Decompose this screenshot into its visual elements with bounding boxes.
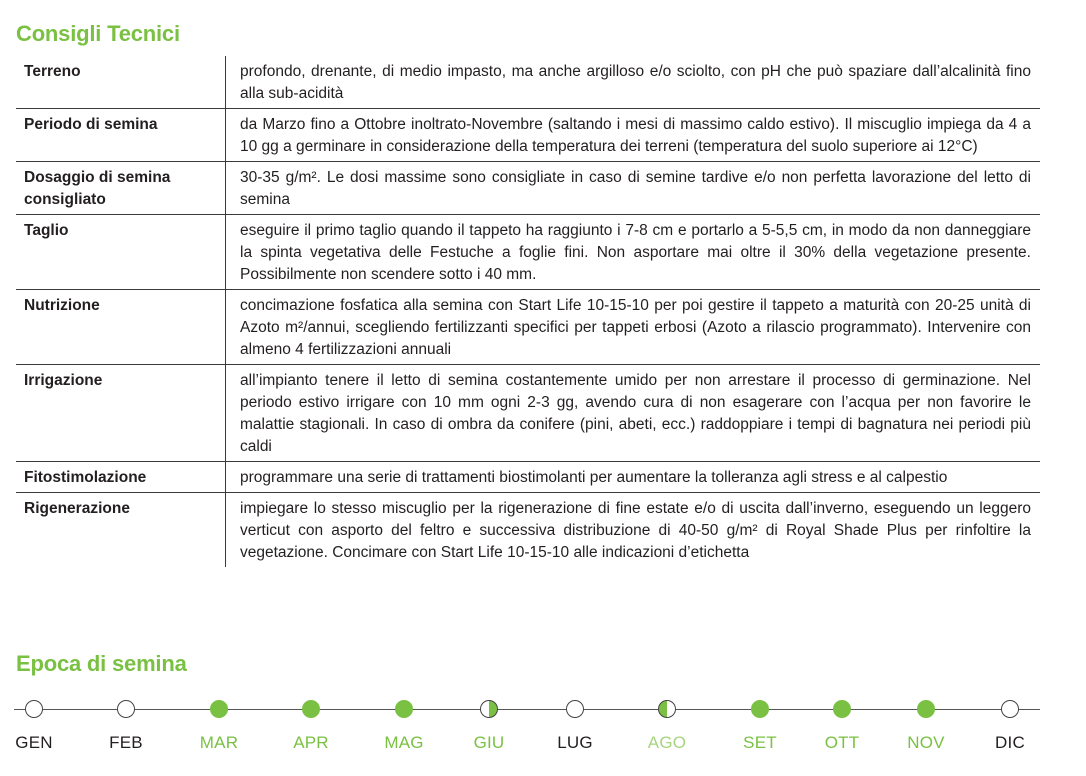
table-row (16, 56, 1040, 109)
section-title-consigli-tecnici: Consigli Tecnici (16, 21, 180, 46)
month-mar (189, 690, 249, 753)
month-label: AGO (647, 733, 687, 752)
month-circle-icon (751, 700, 769, 718)
row-label: Dosaggio di semina consigliato (16, 162, 226, 214)
table-row (16, 290, 1040, 365)
month-apr (281, 690, 341, 753)
month-dic (980, 690, 1040, 753)
month-circle-icon (833, 700, 851, 718)
month-circle-icon (302, 700, 320, 718)
row-label: Fitostimolazione (16, 462, 226, 492)
table-row (16, 215, 1040, 290)
row-text: eseguire il primo taglio quando il tappeto ha raggiunto i 7-8 cm e portarlo a 5-5,5 cm, in modo da non danneggiare la spinta vegetativa delle Festuche a foglie fini. Non asportare mai oltre il 30% della vegetazione presente. Possibilmente non scendere sotto i 40 mm. (240, 222, 1031, 283)
sowing-timeline (0, 690, 1086, 776)
table-row (16, 365, 1040, 462)
technical-advice-table (16, 56, 1040, 567)
month-circle-icon (395, 700, 413, 718)
row-label: Nutrizione (16, 290, 226, 364)
section-title-epoca-di-semina: Epoca di semina (16, 651, 187, 676)
month-label: SET (743, 733, 777, 752)
month-circle-icon (210, 700, 228, 718)
month-label: LUG (557, 733, 593, 752)
row-label: Terreno (16, 56, 226, 108)
row-text: 30-35 g/m². Le dosi massime sono consigliate in caso di semine tardive e/o non perfetta lavorazione del letto di semina (240, 169, 1031, 208)
month-lug (545, 690, 605, 753)
month-label: MAG (384, 733, 424, 752)
month-label: OTT (824, 733, 860, 752)
month-circle-icon (117, 700, 135, 718)
month-circle-icon (25, 700, 43, 718)
row-text: profondo, drenante, di medio impasto, ma anche argilloso e/o sciolto, con pH che può spaziare dall’alcalinità fino alla sub-acidità (240, 63, 1031, 102)
row-text: programmare una serie di trattamenti biostimolanti per aumentare la tolleranza agli stress e al calpestio (240, 469, 948, 486)
month-label: MAR (199, 733, 239, 752)
month-label: FEB (109, 733, 143, 752)
month-label: APR (293, 733, 329, 752)
month-nov (896, 690, 956, 753)
table-row (16, 462, 1040, 493)
month-circle-icon (566, 700, 584, 718)
month-label: GIU (473, 733, 505, 752)
timeline-line (14, 709, 1040, 710)
month-label: DIC (995, 733, 1025, 752)
month-circle-icon (480, 700, 498, 718)
row-label: Taglio (16, 215, 226, 289)
month-circle-icon (917, 700, 935, 718)
table-row (16, 162, 1040, 215)
table-row (16, 493, 1040, 567)
month-set (730, 690, 790, 753)
month-ago (637, 690, 697, 753)
month-mag (374, 690, 434, 753)
row-text: concimazione fosfatica alla semina con Start Life 10-15-10 per poi gestire il tappeto a maturità con 20-25 unità di Azoto m²/annui, scegliendo fertilizzanti specifici per tappeti erbosi (Azoto a rilascio programmato). Intervenire con almeno 4 fertilizzazioni annuali (240, 297, 1031, 358)
month-gen (4, 690, 64, 753)
month-feb (96, 690, 156, 753)
row-text: all’impianto tenere il letto di semina costantemente umido per non arrestare il processo di germinazione. Nel periodo estivo irrigare con 10 mm ogni 2-3 gg, avendo cura di non esagerare con l’acqua per non favorire le malattie stagionali. In caso di ombra da conifere (pini, abeti, ecc.) raddoppiare i tempi di bagnatura nei periodi più caldi (240, 372, 1031, 455)
row-text: impiegare lo stesso miscuglio per la rigenerazione di fine estate e/o di uscita dall’inverno, eseguendo un leggero verticut con asporto del feltro e successiva distribuzione di 40-50 g/m² di Royal Shade Plus per rinfoltire la vegetazione. Concimare con Start Life 10-15-10 alle indicazioni d’etichetta (240, 500, 1031, 561)
row-label: Irrigazione (16, 365, 226, 461)
row-label: Periodo di semina (16, 109, 226, 161)
month-label: GEN (15, 733, 53, 752)
row-text: da Marzo fino a Ottobre inoltrato-Novembre (saltando i mesi di massimo caldo estivo). Il miscuglio impiega da 4 a 10 gg a germinare in considerazione della temperatura dei terreni (temperatura del suolo superiore ai 12°C) (240, 116, 1031, 155)
month-label: NOV (907, 733, 945, 752)
month-giu (459, 690, 519, 753)
month-circle-icon (1001, 700, 1019, 718)
table-row (16, 109, 1040, 162)
month-circle-icon (658, 700, 676, 718)
month-ott (812, 690, 872, 753)
row-label: Rigenerazione (16, 493, 226, 567)
